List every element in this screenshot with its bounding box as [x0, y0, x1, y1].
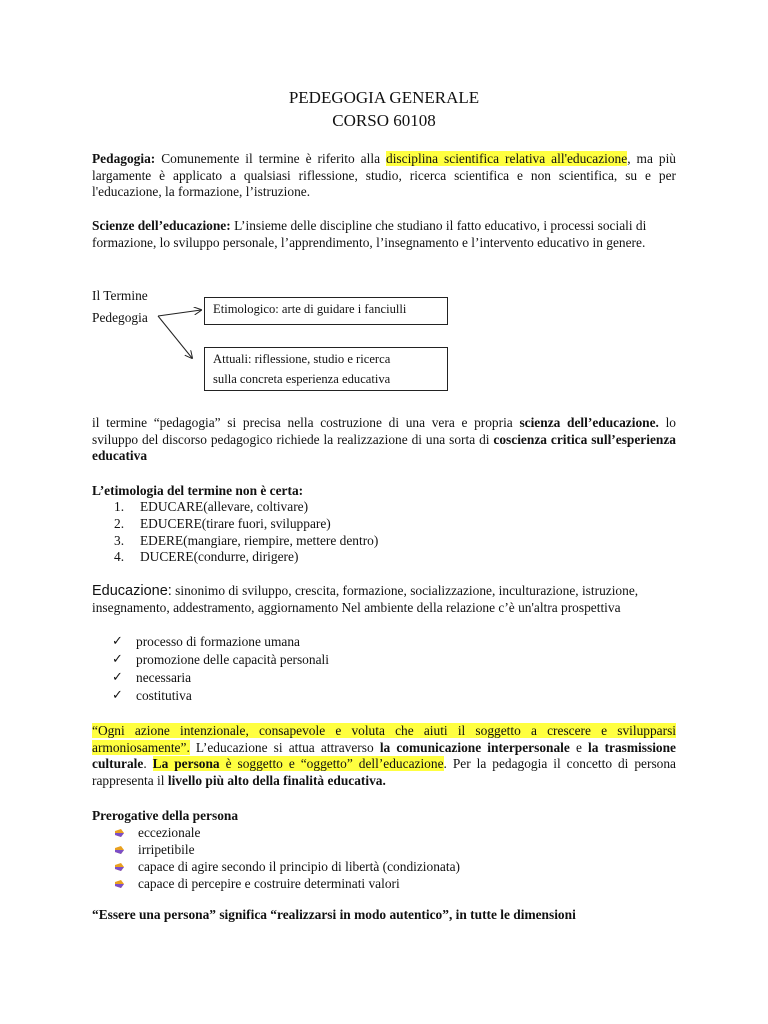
termine-bold-coscienza: coscienza critica sull’esperienza educativa — [92, 431, 676, 464]
etimologico-box-text: Etimologico: arte di guidare i fanciulli — [213, 302, 407, 316]
pedagogia-term: Pedagogia: — [92, 151, 156, 166]
pedagogia-text-end: , ma più largamente è applicato a qualsiasi riflessione, studio, ricerca scientifica e non scientifica, su e per l'educazione, la formazione, l’istruzione. — [92, 151, 676, 200]
list-item — [108, 824, 460, 841]
termine-paragraph — [92, 415, 676, 465]
document-subtitle: CORSO 60108 — [332, 111, 436, 130]
diagram-label-line1: Il Termine — [92, 288, 148, 303]
prerogative-list — [108, 824, 460, 892]
quote-highlight: “Ogni azione intenzionale, consapevole e voluta che aiuti il soggetto a crescere e svilupparsi armoniosamente”. — [92, 723, 676, 755]
quote-paragraph — [92, 723, 676, 789]
list-item-text: necessaria — [136, 670, 192, 685]
list-item — [108, 858, 460, 875]
list-item — [92, 516, 378, 533]
checkmark-icon: ✓ — [112, 688, 123, 703]
quote-text-3: . — [143, 756, 153, 772]
list-item — [92, 499, 378, 516]
pedagogia-text-start: Comunemente il termine è riferito alla — [155, 151, 386, 166]
bullet-icon — [115, 880, 124, 888]
scienze-term: Scienze dell’educazione: — [92, 218, 231, 233]
checkmark-icon: ✓ — [112, 670, 123, 685]
bullet-icon — [115, 846, 124, 854]
educazione-term: Educazione: — [92, 583, 172, 599]
quote-text-1: L’educazione si attua attraverso — [189, 739, 380, 755]
list-item-number: 3. — [114, 532, 125, 548]
scienze-text: L’insieme delle discipline che studiano il fatto educativo, i processi sociali di formazione, lo sviluppo personale, l’apprendimento, l’insegnamento e l’intervento educativo in genere. — [92, 218, 647, 250]
checkmark-icon: ✓ — [112, 652, 123, 667]
closing-line-text: “Essere una persona” significa “realizzarsi in modo autentico”, in tutte le dimensioni — [92, 907, 576, 922]
list-item-text: capace di percepire e costruire determinati valori — [138, 876, 400, 891]
document-title: PEDEGOGIA GENERALE — [288, 88, 480, 107]
list-item — [106, 633, 329, 651]
etimologia-heading — [92, 483, 676, 500]
educazione-text: sinonimo di sviluppo, crescita, formazione, socializzazione, inculturazione, istruzione, insegnamento, addestramento, aggiornamento Nel ambiente della relazione c’è un'altra prospettiva — [92, 583, 639, 615]
list-item-text: costitutiva — [136, 688, 192, 703]
bullet-icon — [115, 863, 124, 871]
prerogative-heading-text: Prerogative della persona — [92, 808, 239, 823]
list-item — [92, 533, 378, 550]
quote-highlight-persona: La persona — [152, 756, 220, 772]
list-item-text: DUCERE(condurre, dirigere) — [140, 549, 299, 565]
educazione-checklist — [106, 633, 329, 705]
educazione-paragraph — [92, 583, 676, 616]
quote-bold-livello: livello più alto della finalità educativa. — [167, 772, 386, 788]
list-item-text: processo di formazione umana — [136, 634, 300, 649]
list-item-text: capace di agire secondo il principio di libertà (condizionata) — [138, 859, 460, 874]
list-item-number: 2. — [114, 515, 125, 531]
etimologia-heading-text: L’etimologia del termine non è certa: — [92, 483, 304, 498]
list-item-text: eccezionale — [138, 825, 201, 840]
quote-highlight-soggetto: è soggetto e “oggetto” dell’educazione — [219, 756, 444, 772]
attuali-box-line1: Attuali: riflessione, studio e ricerca — [213, 352, 391, 366]
arrow-to-attuali — [158, 316, 192, 358]
quote-text-2: e — [569, 739, 589, 755]
quote-bold-trasmissione: la trasmissione culturale — [92, 739, 677, 772]
arrow-to-etimologico — [158, 310, 201, 316]
checkmark-icon: ✓ — [112, 634, 123, 649]
termine-text-mid: lo sviluppo del discorso pedagogico richiede la realizzazione di una sorta di — [92, 415, 676, 447]
list-item — [106, 651, 329, 669]
list-item — [108, 841, 460, 858]
list-item-number: 4. — [114, 549, 125, 565]
quote-bold-comunicazione: la comunicazione interpersonale — [379, 739, 570, 755]
attuali-box-line2: sulla concreta esperienza educativa — [213, 372, 391, 386]
list-item-text: irripetibile — [138, 842, 195, 857]
etimologia-list — [92, 499, 378, 566]
termine-text-start: il termine “pedagogia” si precisa nella costruzione di una vera e propria — [92, 415, 520, 430]
diagram-label-line2: Pedegogia — [92, 310, 148, 325]
list-item — [92, 549, 378, 566]
list-item-text: EDUCERE(tirare fuori, sviluppare) — [140, 515, 331, 531]
list-item — [108, 875, 460, 892]
list-item — [106, 687, 329, 705]
list-item-number: 1. — [114, 499, 125, 514]
closing-line — [92, 907, 676, 924]
list-item-text: promozione delle capacità personali — [136, 652, 329, 667]
termine-bold-scienza: scienza dell’educazione. — [519, 415, 659, 430]
list-item-text: EDERE(mangiare, riempire, mettere dentro) — [140, 532, 379, 548]
list-item — [106, 669, 329, 687]
list-item-text: EDUCARE(allevare, coltivare) — [140, 499, 309, 514]
quote-text-4: . Per la pedagogia il concetto di persona rappresenta il — [92, 756, 676, 788]
prerogative-heading — [92, 808, 676, 825]
bullet-icon — [115, 829, 124, 837]
pedagogia-highlight: disciplina scientifica relativa all'educazione — [386, 151, 628, 166]
